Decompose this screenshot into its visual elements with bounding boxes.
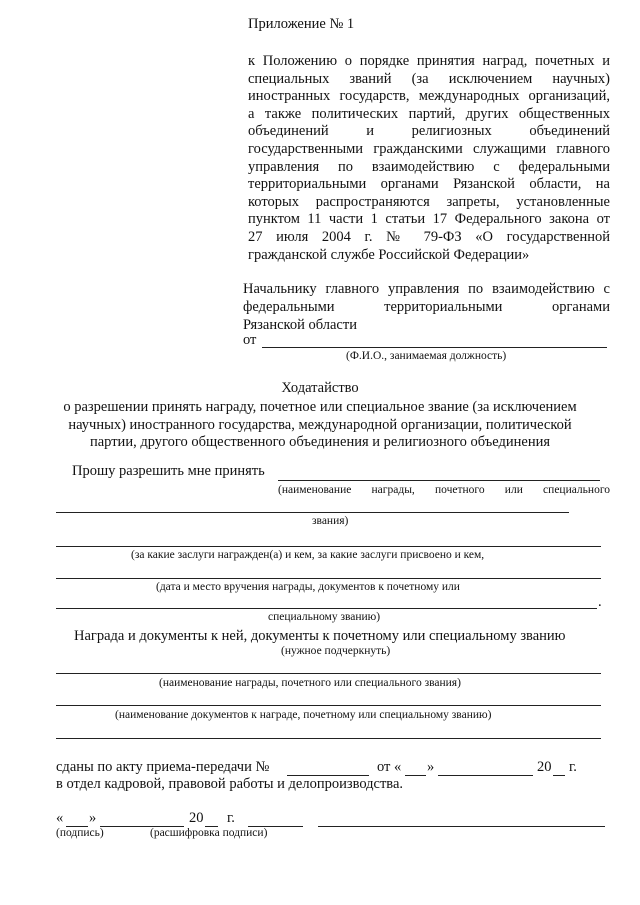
- sign-date-open: «: [56, 810, 64, 826]
- handover-from: от «: [377, 759, 402, 775]
- petition-subtitle: [0, 399, 640, 452]
- handover-month-field[interactable]: [438, 775, 533, 776]
- date-place-field-2[interactable]: [56, 608, 597, 609]
- period: .: [598, 594, 602, 610]
- appendix-title: Приложение № 1: [248, 16, 355, 32]
- handover-dept: в отдел кадровой, правовой работы и делопроизводства.: [56, 776, 404, 792]
- appendix-ref-line: иностранных государств, международных организаций,: [248, 88, 610, 105]
- from-label: от: [243, 332, 257, 348]
- appendix-ref-line: к Положению о порядке принятия наград, почетных и: [248, 53, 610, 69]
- signature-decode-field[interactable]: [318, 826, 605, 827]
- caption-docs-name: (наименование документов к награде, почетному или специальному званию): [115, 709, 492, 721]
- merit-field[interactable]: [56, 546, 601, 547]
- sign-date-close: »: [89, 810, 97, 826]
- sign-caption: (подпись): [56, 827, 104, 839]
- handover-year-field[interactable]: [553, 775, 565, 776]
- decode-caption: (расшифровка подписи): [150, 827, 268, 839]
- appendix-ref-line: а также политических партий, других общественных: [248, 105, 610, 122]
- award-name-field[interactable]: [278, 480, 600, 481]
- handover-day-field[interactable]: [405, 775, 426, 776]
- subtitle-line: о разрешении принять награду, почетное или специальное звание (за исключением: [63, 399, 577, 415]
- caption-award-name: (наименование награды, почетного или специального звания): [159, 677, 461, 689]
- from-name-field[interactable]: [262, 347, 607, 348]
- addressee-block: [243, 280, 610, 334]
- subtitle-line: научных) иностранного государства, международной организации, политической: [68, 416, 572, 433]
- subtitle-line: партии, другого общественного объединения и религиозного объединения: [89, 434, 551, 450]
- handover-label: сданы по акту приема-передачи №: [56, 759, 270, 775]
- appendix-ref-line: управления по взаимодействию с федеральными: [248, 158, 610, 175]
- appendix-reference-block: [248, 53, 610, 264]
- docs-caption: (нужное подчеркнуть): [281, 645, 391, 657]
- date-place-field[interactable]: [56, 578, 601, 579]
- appendix-ref-line: специальных званий (за исключением научных): [248, 70, 610, 87]
- addressee-line: Начальнику главного управления по взаимодействию с: [243, 281, 610, 297]
- appendix-ref-line: 27 июля 2004 г. № 79-ФЗ «О государственной: [248, 228, 610, 245]
- award-name-field-2[interactable]: [56, 512, 569, 513]
- caption-award-1: (наименование награды, почетного или специального: [278, 484, 610, 496]
- handover-quote-close: »: [427, 759, 435, 775]
- request-label: Прошу разрешить мне принять: [72, 463, 265, 479]
- appendix-ref-line: территориальными органами Рязанской области, на: [248, 176, 610, 193]
- caption-date-2: специальному званию): [268, 611, 381, 623]
- docs-sentence: Награда и документы к ней, документы к почетному или специальному званию: [74, 628, 566, 644]
- appendix-ref-line: пунктом 11 части 1 статьи 17 Федерального закона от: [248, 211, 610, 228]
- caption-award-2: звания): [312, 515, 349, 527]
- petition-heading: Ходатайство: [281, 380, 359, 396]
- addressee-line: федеральными территориальными органами: [243, 299, 610, 315]
- addressee-line: Рязанской области: [243, 317, 357, 333]
- caption-date-1: (дата и место вручения награды, документов к почетному или: [156, 581, 460, 593]
- docs-name-field-2[interactable]: [56, 738, 601, 739]
- docs-name-field[interactable]: [56, 705, 601, 706]
- appendix-ref-line: гражданской службе Российской Федерации»: [248, 246, 530, 263]
- sign-year-prefix: 20: [189, 810, 204, 826]
- appendix-ref-line: государственными гражданскими служащими главного: [248, 140, 610, 157]
- appendix-ref-line: которых распространяются запреты, установленные: [248, 193, 610, 210]
- handover-year-prefix: 20: [537, 759, 552, 775]
- appendix-ref-line: объединений и религиозных объединений: [248, 123, 610, 140]
- caption-merit: (за какие заслуги награжден(а) и кем, за какие заслуги присвоено и кем,: [131, 549, 485, 561]
- handover-year-suffix: г.: [569, 759, 577, 775]
- award-name-field-3[interactable]: [56, 673, 601, 674]
- sign-year-suffix: г.: [227, 810, 235, 826]
- from-caption: (Ф.И.О., занимаемая должность): [346, 350, 507, 362]
